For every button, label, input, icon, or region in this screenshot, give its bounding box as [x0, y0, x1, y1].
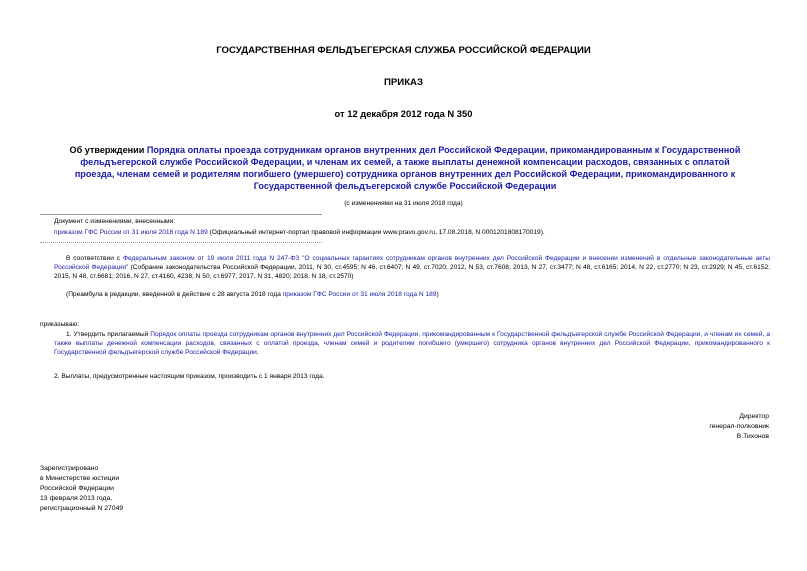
agency-name: ГОСУДАРСТВЕННАЯ ФЕЛЬДЪЕГЕРСКАЯ СЛУЖБА РОССИЙСКОЙ ФЕДЕРАЦИИ	[216, 45, 591, 56]
title-prefix: Об утверждении	[69, 145, 147, 155]
order-date-number: от 12 декабря 2012 года N 350	[334, 108, 473, 119]
registration-block	[40, 464, 123, 514]
item1-prefix: 1. Утвердить прилагаемый	[66, 331, 151, 338]
order-item-1	[54, 330, 770, 357]
signature-name: В.Тихонов	[736, 433, 769, 440]
title-procedure-link[interactable]: Порядка оплаты проезда сотрудникам органов внутренних дел Российской Федерации, прикомандированным к Государственной фельдъегерской службе Российской Федерации, и членам их семей, а также выплаты денежной компенсации расходов, связанных с оплатой проезда, членам семей и родителям погибшего (умершего) сотрудника органов внутренних дел Российской Федерации, прикомандированного к Государственной фельдъегерской службе Российской Федерации	[74, 145, 741, 191]
revision-note: (с изменениями на 31 июля 2018 года)	[344, 200, 463, 207]
item1-procedure-link[interactable]: Порядок оплаты проезда сотрудникам органов внутренних дел Российской Федерации, прикомандированным к Государственной фельдъегерской службе Российской Федерации, и членам их семей, а также выплаты денежной компенсации расходов, связанных с оплатой проезда, членам семей и родителям погибшего (умершего) сотрудника органов внутренних дел Российской Федерации, прикомандированного к Государственной фельдъегерской службе Российской Федерации	[54, 331, 770, 356]
signature-rank: генерал-полковник	[709, 423, 769, 430]
signature-block	[709, 412, 769, 442]
changes-order-link[interactable]: приказом ГФС России от 31 июля 2018 года N 189	[54, 229, 208, 236]
edition-order-link[interactable]: приказом ГФС России от 31 июля 2018 года N 189	[282, 291, 437, 298]
preamble-prefix: В соответствии с	[66, 255, 124, 262]
registration-line-2: в Министерстве юстиции	[40, 475, 120, 482]
preamble-edition-note	[66, 290, 766, 299]
preamble	[54, 254, 770, 281]
registration-line-3: Российской Федерации	[40, 485, 114, 492]
doc-type: ПРИКАЗ	[384, 77, 423, 88]
edition-prefix: (Преамбула в редакции, введенной в действие с 28 августа 2018 года	[66, 291, 283, 298]
registration-line-1: Зарегистрировано	[40, 465, 99, 472]
order-title	[60, 144, 750, 192]
changes-bottom-rule	[40, 242, 322, 243]
preamble-citation: (Собрание законодательства Российской Федерации, 2011, N 30, ст.4595; N 46, ст.6407; N 49, ст.7020; 2012, N 53, ст.7608; 2013, N 27, ст.3477; N 48, ст.6165; 2014, N 22, ст.2770; N 23, ст.2929; N 45, ст.6152; 2015, N 48, ст.6681; 2016, N 27, ст.4160, 4238; N 50, ст.6977; 2017, N 31, 4820; 2018, N 18, ст.2570)	[54, 264, 771, 280]
registration-line-4: 13 февраля 2013 года,	[40, 495, 113, 502]
order-item-2: 2. Выплаты, предусмотренные настоящим приказом, производить с 1 января 2013 года.	[54, 373, 325, 380]
changes-source: (Официальный интернет-портал правовой информации www.pravo.gov.ru, 17.08.2018, N 0001201808170019).	[207, 229, 545, 236]
edition-suffix: )	[436, 291, 439, 298]
registration-line-5: регистрационный N 27049	[40, 505, 124, 512]
item1-suffix: .	[256, 349, 259, 356]
changes-label: Документ с изменениями, внесенными:	[54, 218, 176, 225]
order-word: приказываю:	[40, 321, 80, 328]
signature-position: Директор	[739, 413, 769, 420]
changes-line	[54, 228, 774, 237]
changes-top-rule	[40, 214, 322, 215]
federal-law-link[interactable]: Федеральным законом от 19 июля 2011 года N 247-ФЗ "О социальных гарантиях сотрудникам органов внутренних дел Российской Федерации и внесении изменений в отдельные законодательные акты Российской Федерации"	[54, 255, 771, 271]
